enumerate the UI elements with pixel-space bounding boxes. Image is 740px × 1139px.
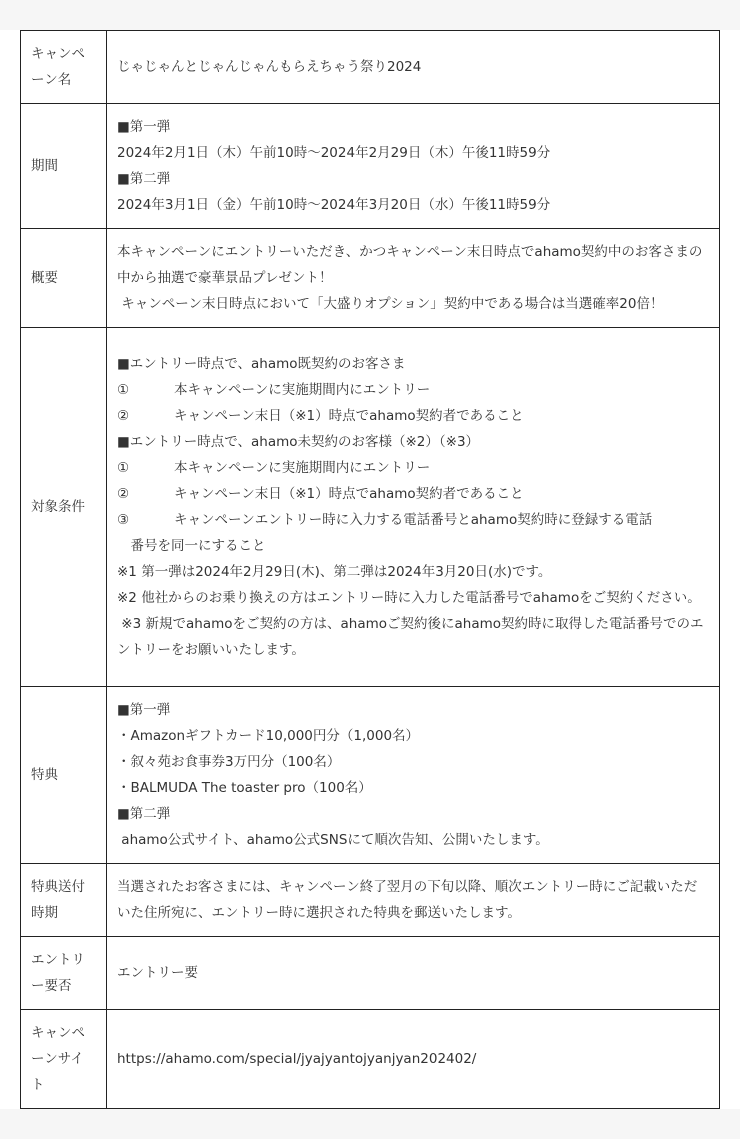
table-row-campaign-name (21, 31, 720, 104)
table-row-campaign-site (21, 1010, 720, 1109)
condition-item: ② キャンペーン末日（※1）時点でahamo契約者であること (117, 408, 524, 424)
row-value (107, 937, 720, 1010)
row-label: 対象条件 (21, 328, 107, 687)
row-value (107, 687, 720, 864)
overview-text: キャンペーン末日時点において「大盛りオプション」契約中である場合は当選確率20倍！ (117, 296, 664, 312)
condition-note: ※1 第一弾は2024年2月29日(木)、第二弾は2024年3月20日(水)です。 (117, 564, 552, 580)
condition-item-continuation: 番号を同一にすること (117, 538, 266, 554)
condition-item: ① 本キャンペーンに実施期間内にエントリー (117, 460, 431, 476)
row-value (107, 229, 720, 328)
entry-required-text: エントリー要 (117, 965, 198, 981)
table-row-entry-required (21, 937, 720, 1010)
row-label: キャンペーン名 (21, 31, 107, 104)
table-row-prizes (21, 687, 720, 864)
row-label: エントリー要否 (21, 937, 107, 1010)
condition-note: ※3 新規でahamoをご契約の方は、ahamoご契約後にahamo契約時に取得した電話番号でのエントリーをお願いいたします。 (117, 616, 704, 658)
period-line: ■第二弾 (117, 171, 171, 187)
prize-line: ahamo公式サイト、ahamo公式SNSにて順次告知、公開いたします。 (117, 832, 549, 848)
overview-text: 本キャンペーンにエントリーいただき、かつキャンペーン末日時点でahamo契約中のお客さまの中から抽選で豪華景品プレゼント！ (117, 244, 703, 286)
row-value (107, 328, 720, 687)
row-value (107, 104, 720, 229)
period-line: 2024年2月1日（木）午前10時〜2024年2月29日（木）午後11時59分 (117, 145, 551, 161)
period-line: ■第一弾 (117, 119, 171, 135)
condition-heading: ■エントリー時点で、ahamo未契約のお客様（※2）（※3） (117, 434, 480, 450)
row-label: キャンペーンサイト (21, 1010, 107, 1109)
row-label: 概要 (21, 229, 107, 328)
prize-line: ・叙々苑お食事券3万円分（100名） (117, 754, 341, 770)
condition-heading: ■エントリー時点で、ahamo既契約のお客さま (117, 356, 406, 372)
campaign-name: じゃじゃんとじゃんじゃんもらえちゃう祭り2024 (117, 59, 422, 75)
prize-line: ■第一弾 (117, 702, 171, 718)
row-value (107, 1010, 720, 1109)
condition-item: ③ キャンペーンエントリー時に入力する電話番号とahamo契約時に登録する電話 (117, 512, 653, 528)
campaign-site-link[interactable]: https://ahamo.com/special/jyajyantojyanjyan202402/ (117, 1051, 477, 1067)
prize-line: ■第二弾 (117, 806, 171, 822)
campaign-info-table (20, 30, 720, 1109)
row-label: 期間 (21, 104, 107, 229)
prize-line: ・Amazonギフトカード10,000円分（1,000名） (117, 728, 420, 744)
condition-item: ① 本キャンペーンに実施期間内にエントリー (117, 382, 431, 398)
period-line: 2024年3月1日（金）午前10時〜2024年3月20日（水）午後11時59分 (117, 197, 551, 213)
table-row-shipping (21, 864, 720, 937)
table-row-eligibility (21, 328, 720, 687)
shipping-text: 当選されたお客さまには、キャンペーン終了翌月の下旬以降、順次エントリー時にご記載いただいた住所宛に、エントリー時に選択された特典を郵送いたします。 (117, 879, 698, 921)
row-value (107, 31, 720, 104)
row-label: 特典 (21, 687, 107, 864)
condition-note: ※2 他社からのお乗り換えの方はエントリー時に入力した電話番号でahamoをご契約ください。 (117, 590, 701, 606)
row-value (107, 864, 720, 937)
table-row-period (21, 104, 720, 229)
table-row-overview (21, 229, 720, 328)
row-label: 特典送付時期 (21, 864, 107, 937)
condition-item: ② キャンペーン末日（※1）時点でahamo契約者であること (117, 486, 524, 502)
prize-line: ・BALMUDA The toaster pro（100名） (117, 780, 372, 796)
